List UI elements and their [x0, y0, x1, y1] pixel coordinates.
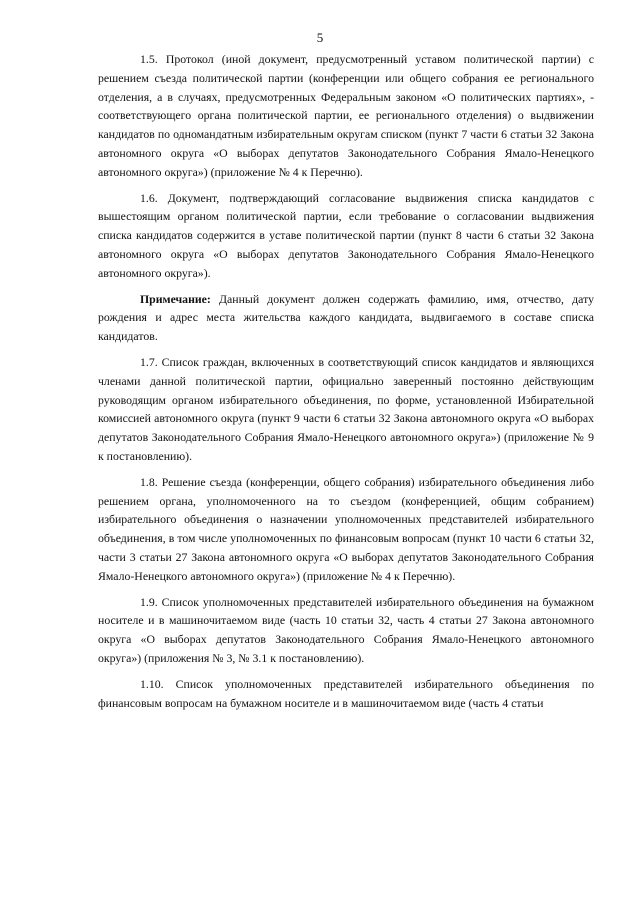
paragraph-1-7: 1.7. Список граждан, включенных в соответствующий список кандидатов и являющихся членами данной политической партии, официально заверенный постоянно действующим руководящим органом избирательного объединения, по форме, установленной Избирательной комиссией автономного округа (пункт 9 части 6 статьи 32 Закона автономного округа «О выборах депутатов Законодательного Собрания Ямало-Ненецкого автономного округа») (приложение № 9 к постановлению). — [98, 354, 594, 463]
note-paragraph — [98, 290, 594, 346]
page-number: 5 — [316, 30, 324, 45]
note-text: Данный документ должен содержать фамилию, имя, отчество, дату рождения и адрес места жительства каждого кандидата, выдвигаемого в составе списка кандидатов. — [98, 291, 594, 344]
document-body — [98, 50, 594, 719]
paragraph-1-8: 1.8. Решение съезда (конференции, общего собрания) избирательного объединения либо решением органа, уполномоченного на то съездом (конференцией, общим собранием) избирательного объединения о назначении уполномоченных представителей избирательного объединения, в том числе уполномоченных по финансовым вопросам (пункт 10 части 6 статьи 32, части 3 статьи 27 Закона автономного округа «О выборах депутатов Законодательного Собрания Ямало-Ненецкого автономного округа») (приложение № 4 к Перечню). — [98, 474, 594, 583]
note-label: Примечание: — [140, 291, 211, 306]
paragraph-1-10: 1.10. Список уполномоченных представителей избирательного объединения по финансовым вопросам на бумажном носителе и в машиночитаемом виде (часть 4 статьи — [98, 676, 594, 710]
paragraph-1-6: 1.6. Документ, подтверждающий согласование выдвижения списка кандидатов с вышестоящим органом политической партии, если требование о согласовании выдвижения списка кандидатов содержится в уставе политической партии (пункт 8 части 6 статьи 32 Закона автономного округа «О выборах депутатов Законодательного Собрания Ямало-Ненецкого автономного округа»). — [98, 190, 594, 280]
paragraph-1-9: 1.9. Список уполномоченных представителей избирательного объединения на бумажном носителе и в машиночитаемом виде (часть 10 статьи 32, часть 4 статьи 27 Закона автономного округа «О выборах депутатов Законодательного Собрания Ямало-Ненецкого автономного округа») (приложения № 3, № 3.1 к постановлению). — [98, 594, 594, 665]
paragraph-1-5: 1.5. Протокол (иной документ, предусмотренный уставом политической партии) с решением съезда политической партии (конференции или общего собрания ее регионального отделения, а в случаях, предусмотренных Федеральным законом «О политических партиях», - соответствующего органа политической партии, ее регионального отделения) о выдвижении кандидатов по одномандатным избирательным округам списком (пункт 7 части 6 статьи 32 Закона автономного округа «О выборах депутатов Законодательного Собрания Ямало-Ненецкого автономного округа») (приложение № 4 к Перечню). — [98, 52, 594, 179]
